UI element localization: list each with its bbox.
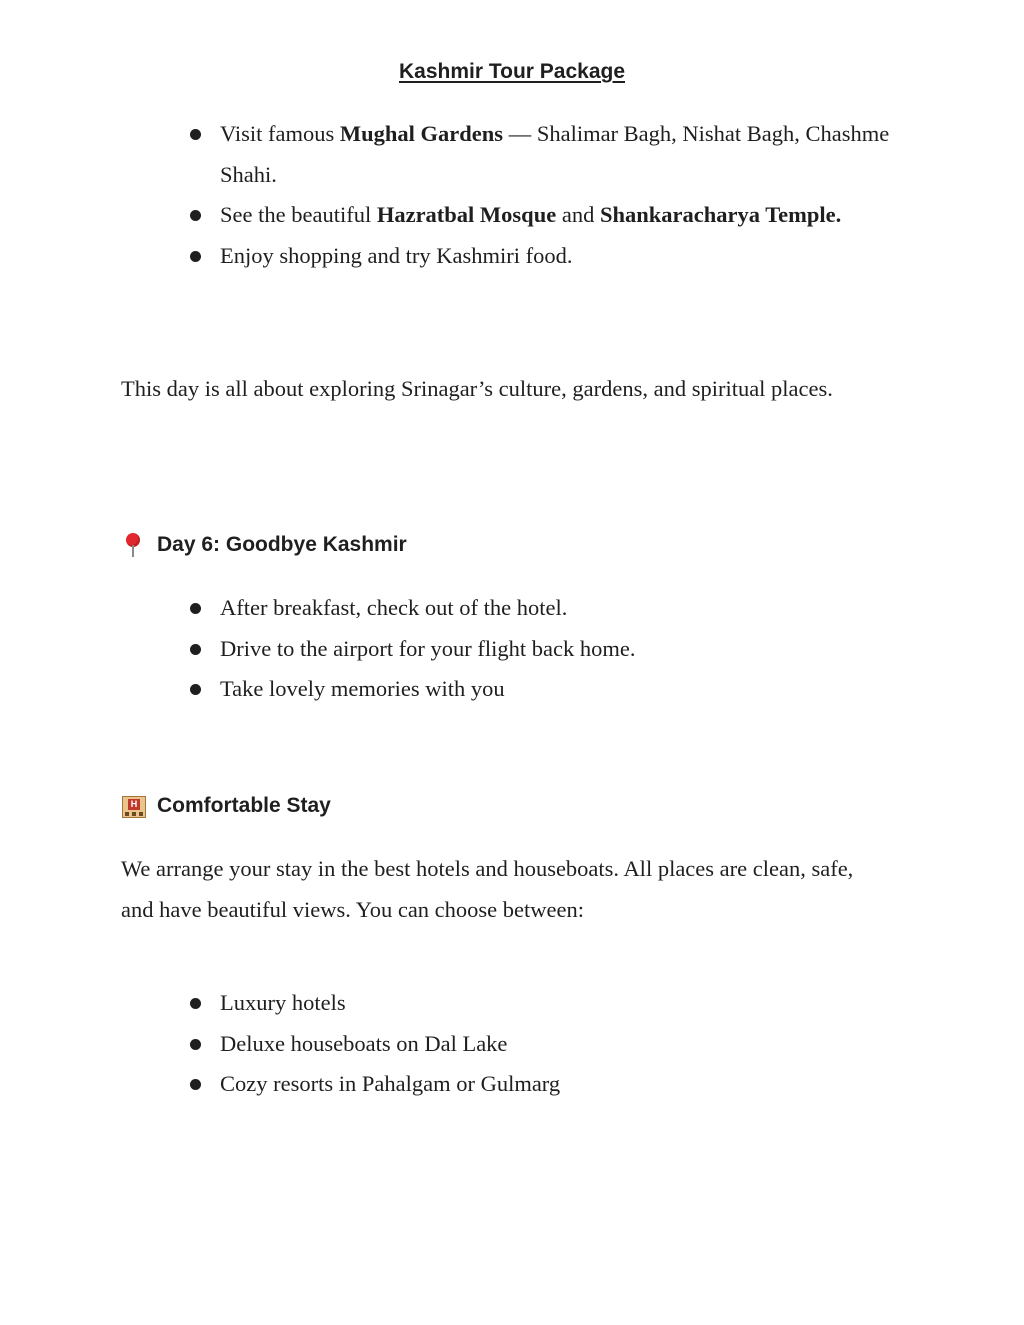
list-item: After breakfast, check out of the hotel. [190, 588, 910, 629]
stay-heading: H Comfortable Stay [121, 792, 331, 820]
list-item: Drive to the airport for your flight back home. [190, 629, 910, 670]
bullet-icon [190, 129, 201, 140]
bullet-icon [190, 1079, 201, 1090]
document-title: Kashmir Tour Package [398, 60, 626, 83]
bullet-icon [190, 684, 201, 695]
hotel-icon: H [121, 793, 147, 819]
stay-intro: We arrange your stay in the best hotels and houseboats. All places are clean, safe, and have beautiful views. You can choose between: [121, 856, 854, 922]
stay-options-list [190, 983, 910, 1105]
list-item: Enjoy shopping and try Kashmiri food. [190, 236, 910, 277]
pushpin-icon [121, 532, 147, 558]
list-item: See the beautiful Hazratbal Mosque and Shankaracharya Temple. [190, 195, 910, 236]
day6-activity-list [190, 588, 910, 710]
bullet-icon [190, 251, 201, 262]
bullet-icon [190, 644, 201, 655]
bullet-icon [190, 210, 201, 221]
bullet-icon [190, 603, 201, 614]
day5-activity-list [190, 114, 910, 276]
list-item: Visit famous Mughal Gardens — Shalimar Bagh, Nishat Bagh, Chashme Shahi. [190, 114, 910, 195]
list-item: Deluxe houseboats on Dal Lake [190, 1024, 910, 1065]
day6-heading: Day 6: Goodbye Kashmir [121, 531, 407, 559]
list-item: Cozy resorts in Pahalgam or Gulmarg [190, 1064, 910, 1105]
bullet-icon [190, 998, 201, 1009]
list-item: Luxury hotels [190, 983, 910, 1024]
day5-summary: This day is all about exploring Srinagar’s culture, gardens, and spiritual places. [121, 376, 833, 401]
bullet-icon [190, 1039, 201, 1050]
list-item: Take lovely memories with you [190, 669, 910, 710]
